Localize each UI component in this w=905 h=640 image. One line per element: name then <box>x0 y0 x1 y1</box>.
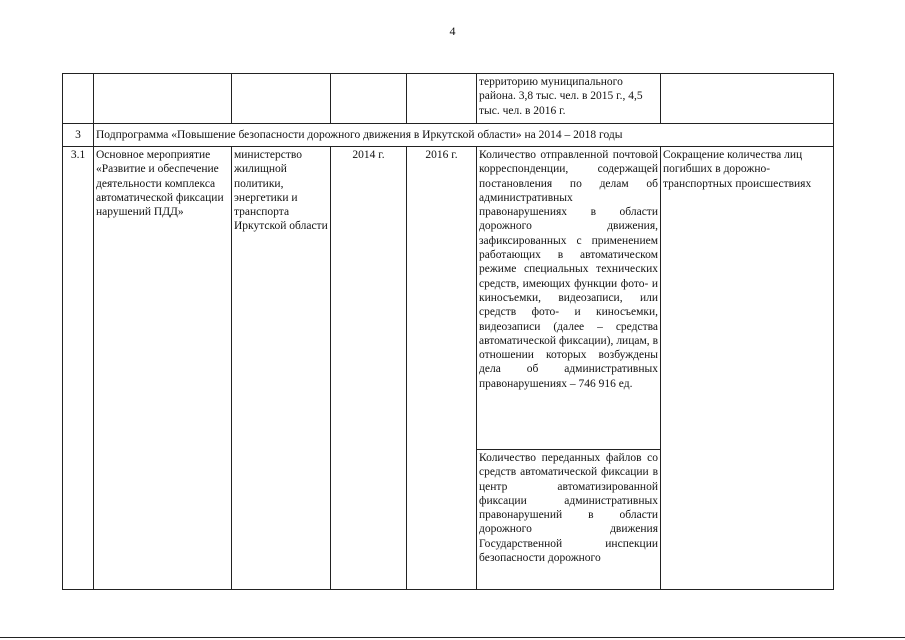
measures-table <box>62 73 834 590</box>
cell-empty <box>63 74 94 124</box>
table-row-continuation <box>63 74 834 124</box>
measure-name: Основное мероприятие «Развитие и обеспечение деятельности комплекса автоматической фиксации нарушений ПДД» <box>94 147 232 590</box>
cell-empty <box>661 74 834 124</box>
cell-empty <box>331 74 407 124</box>
row-number: 3.1 <box>63 147 94 590</box>
cell-empty <box>407 74 477 124</box>
result-cell: Сокращение количества лиц погибших в дорожно-транспортных происшествиях <box>661 147 834 590</box>
executor-cell: министерство жилищной политики, энергетики и транспорта Иркутской области <box>232 147 331 590</box>
cell-empty <box>232 74 331 124</box>
cell-empty <box>94 74 232 124</box>
table-row-measure <box>63 147 834 450</box>
page-bottom-edge <box>0 637 905 638</box>
indicator-cell: Количество переданных файлов со средств автоматической фиксации в центр автоматизированной фиксации административных правонарушений в области дорожного движения Государственной инспекции безопасности дорожного <box>477 450 661 590</box>
row-number: 3 <box>63 124 94 147</box>
end-year: 2016 г. <box>407 147 477 590</box>
start-year: 2014 г. <box>331 147 407 590</box>
indicator-cell: Количество отправленной почтовой корреспонденции, содержащей постановления по делам об административных правонарушениях в области дорожного движения, зафиксированных с применением работающих в автоматическом режиме специальных технических средств, имеющих функции фото- и киносъемки, видеозаписи, или средств фото- и киносъемки, видеозаписи (далее – средства автоматической фиксации), лицам, в отношении которых возбуждены дела об административных правонарушениях – 746 916 ед. <box>477 147 661 450</box>
subprogram-title: Подпрограмма «Повышение безопасности дорожного движения в Иркутской области» на 2014 – 2018 годы <box>94 124 834 147</box>
table-row-subprogram <box>63 124 834 147</box>
page-number: 4 <box>449 24 456 38</box>
indicator-cell: территорию муниципального района. 3,8 тыс. чел. в 2015 г., 4,5 тыс. чел. в 2016 г. <box>477 74 661 124</box>
